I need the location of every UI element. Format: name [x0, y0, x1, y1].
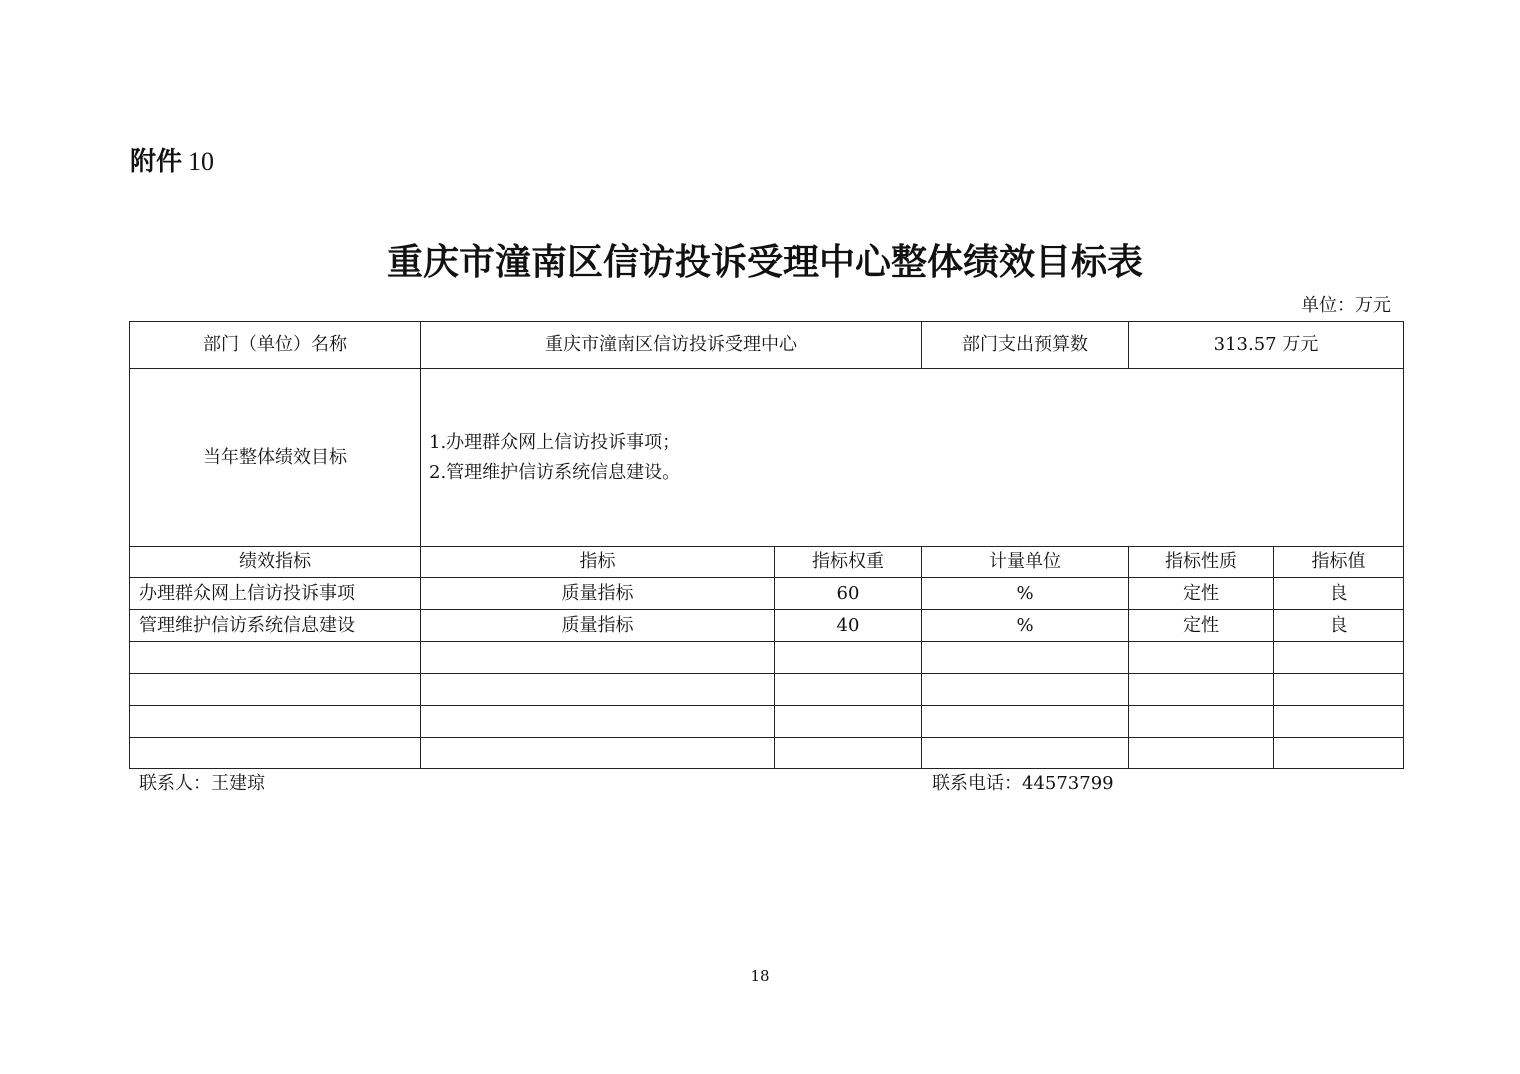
dept-label: 部门（单位）名称	[130, 322, 421, 369]
unit-note: 单位：万元	[1301, 295, 1391, 316]
annex-word: 附件	[130, 147, 183, 177]
goal-item: 1.办理群众网上信访投诉事项；	[429, 431, 681, 453]
budget-label: 部门支出预算数	[922, 322, 1129, 369]
col-header-indicator: 绩效指标	[130, 547, 421, 578]
col-header-value: 指标值	[1274, 547, 1404, 578]
goal-label: 当年整体绩效目标	[130, 369, 421, 547]
cell-nature: 定性	[1129, 578, 1274, 610]
goal-row	[130, 369, 1404, 547]
contact-person: 联系人：王建琼	[139, 773, 265, 794]
goal-content	[421, 369, 1404, 547]
dept-row	[130, 322, 1404, 369]
goal-item: 2.管理维护信访系统信息建设。	[429, 461, 681, 483]
cell-nature: 定性	[1129, 610, 1274, 642]
cell-unit: %	[922, 610, 1129, 642]
empty-row	[130, 706, 1404, 738]
budget-value: 313.57 万元	[1129, 322, 1404, 369]
cell-value: 良	[1274, 610, 1404, 642]
table-row	[130, 610, 1404, 642]
cell-value: 良	[1274, 578, 1404, 610]
cell-indicator: 办理群众网上信访投诉事项	[130, 578, 421, 610]
col-header-unit: 计量单位	[922, 547, 1129, 578]
empty-row	[130, 674, 1404, 706]
col-header-weight: 指标权重	[775, 547, 922, 578]
dept-value: 重庆市潼南区信访投诉受理中心	[421, 322, 922, 369]
performance-table	[129, 321, 1404, 769]
page-number: 18	[750, 967, 770, 985]
cell-type: 质量指标	[421, 610, 775, 642]
cell-indicator: 管理维护信访系统信息建设	[130, 610, 421, 642]
page-title: 重庆市潼南区信访投诉受理中心整体绩效目标表	[386, 241, 1143, 283]
col-header-nature: 指标性质	[1129, 547, 1274, 578]
annex-number: 10	[188, 147, 215, 176]
table-row	[130, 578, 1404, 610]
col-header-type: 指标	[421, 547, 775, 578]
cell-weight: 60	[775, 578, 922, 610]
cell-unit: %	[922, 578, 1129, 610]
column-header-row	[130, 547, 1404, 578]
contact-phone: 联系电话：44573799	[932, 773, 1114, 794]
cell-weight: 40	[775, 610, 922, 642]
empty-row	[130, 642, 1404, 674]
annex-label	[130, 144, 214, 180]
empty-row	[130, 738, 1404, 769]
cell-type: 质量指标	[421, 578, 775, 610]
